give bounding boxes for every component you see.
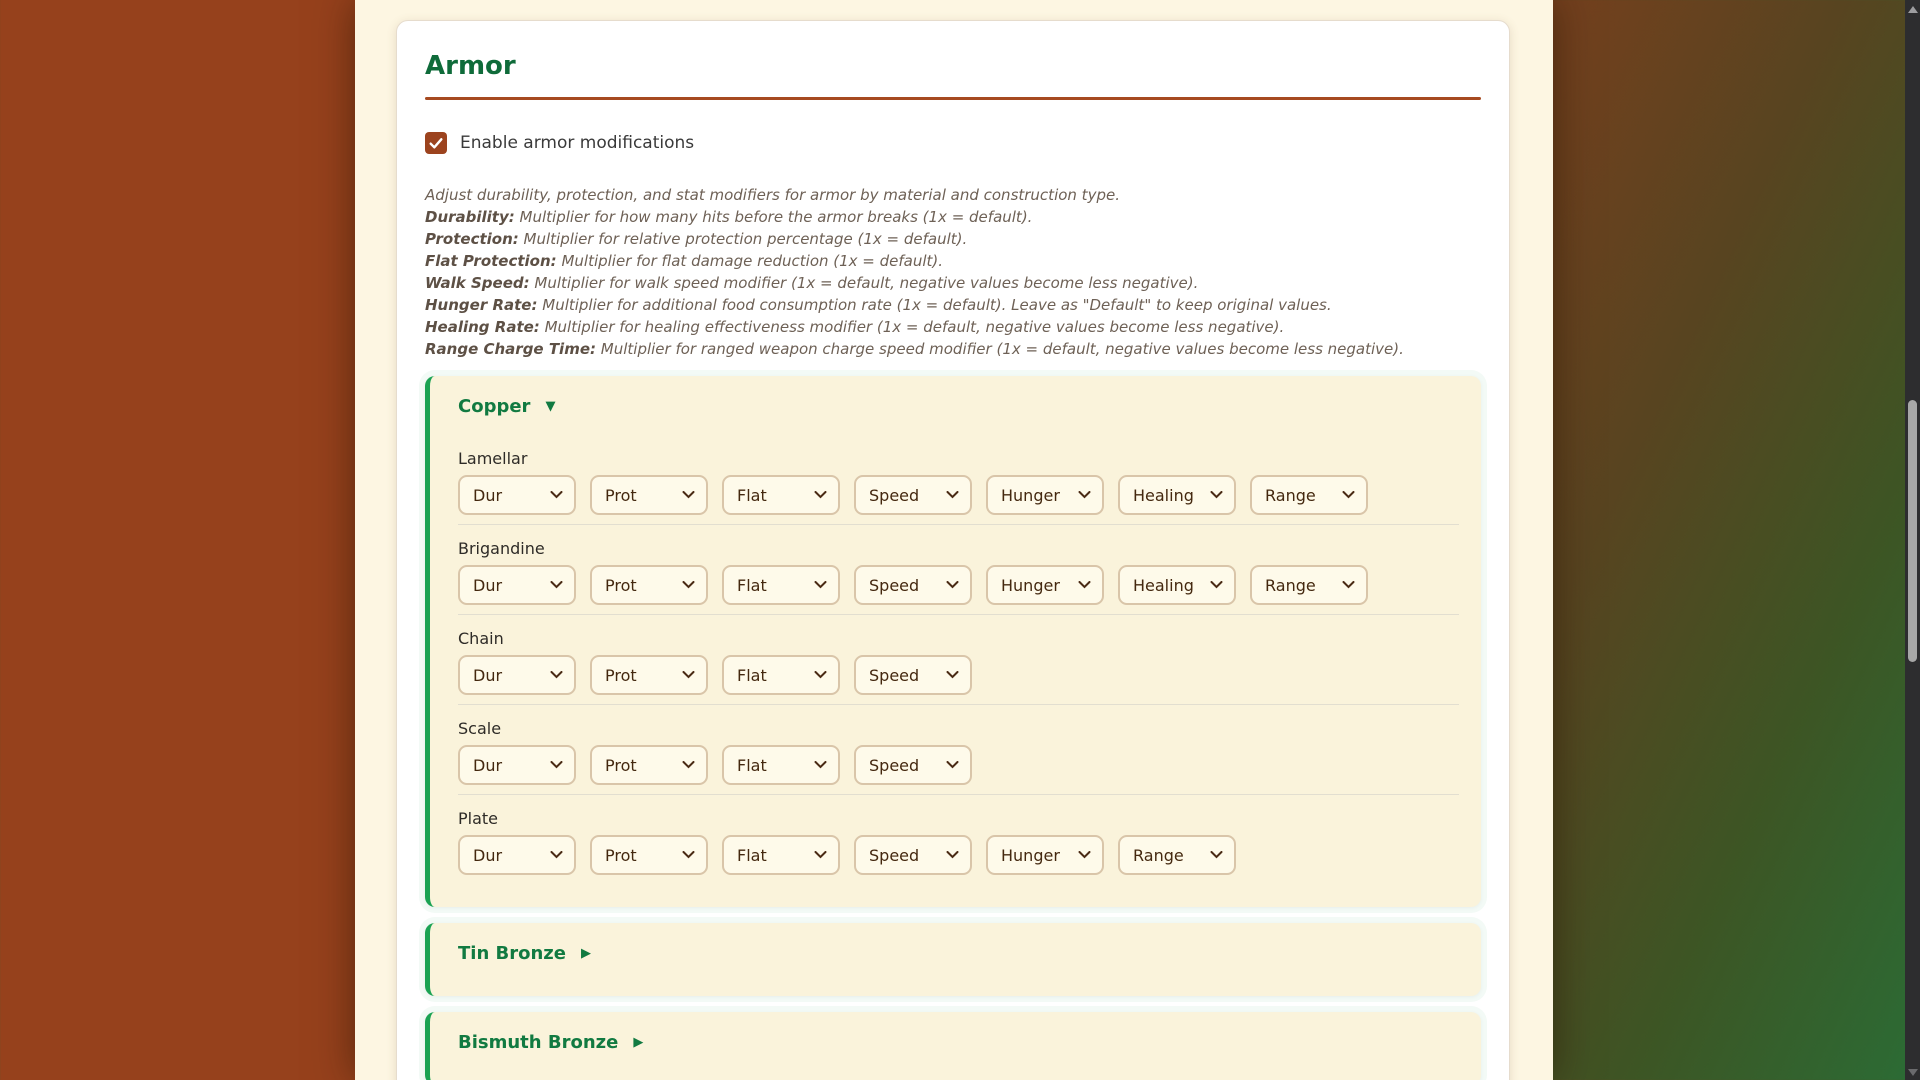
armor-row-plate [458,795,1459,875]
page-title: Armor [425,51,516,81]
chevron-down-icon [1210,581,1223,589]
modifier-select-dur[interactable]: Dur [458,835,576,875]
material-section-copper [425,376,1481,907]
enable-armor-label: Enable armor modifications [460,133,695,153]
chevron-down-icon [946,581,959,589]
modifier-select-prot[interactable]: Prot [590,475,708,515]
description-line: Durability: Multiplier for how many hits before the armor breaks (1x = default). [425,208,1033,226]
armor-row-label: Chain [458,629,504,648]
armor-settings-card [396,20,1510,1080]
modifier-select-prot[interactable]: Prot [590,565,708,605]
chevron-down-icon [682,491,695,499]
material-section-tin-bronze [425,923,1481,996]
scroll-up-arrow-icon[interactable] [1908,6,1918,13]
chevron-down-icon [946,851,959,859]
chevron-down-icon [1078,491,1091,499]
modifier-select-flat[interactable]: Flat [722,475,840,515]
modifier-select-prot[interactable]: Prot [590,655,708,695]
modifier-select-healing[interactable]: Healing [1118,475,1236,515]
description-line: Protection: Multiplier for relative protection percentage (1x = default). [425,230,968,248]
chevron-down-icon [946,761,959,769]
armor-row-label: Lamellar [458,449,528,468]
chevron-down-icon [946,491,959,499]
chevron-down-icon [814,761,827,769]
modifier-select-range[interactable]: Range [1250,565,1368,605]
chevron-down-icon [1210,851,1223,859]
chevron-down-icon [550,581,563,589]
chevron-down-icon: ▼ [545,398,556,414]
chevron-down-icon [814,851,827,859]
checkbox-checked-icon[interactable] [425,132,447,154]
chevron-right-icon: ▶ [633,1034,644,1050]
modifier-select-hunger[interactable]: Hunger [986,835,1104,875]
modifier-select-speed[interactable]: Speed [854,565,972,605]
armor-row-lamellar [458,435,1459,525]
chevron-down-icon [814,581,827,589]
modifier-select-dur[interactable]: Dur [458,745,576,785]
chevron-down-icon [682,671,695,679]
enable-armor-checkbox[interactable] [425,132,694,154]
modifier-select-speed[interactable]: Speed [854,745,972,785]
modifier-select-healing[interactable]: Healing [1118,565,1236,605]
modifier-select-flat[interactable]: Flat [722,655,840,695]
material-section-bismuth-bronze [425,1012,1481,1080]
modifier-select-flat[interactable]: Flat [722,565,840,605]
chevron-down-icon [550,851,563,859]
chevron-down-icon [814,671,827,679]
material-name: Copper [458,396,531,417]
chevron-down-icon [682,581,695,589]
scroll-down-arrow-icon[interactable] [1908,1069,1918,1076]
chevron-down-icon [550,761,563,769]
scrollbar-thumb[interactable] [1908,400,1917,662]
modifier-select-speed[interactable]: Speed [854,475,972,515]
description-line: Walk Speed: Multiplier for walk speed modifier (1x = default, negative values become less negative). [425,274,1199,292]
armor-row-chain [458,615,1459,705]
chevron-down-icon [814,491,827,499]
armor-row-label: Plate [458,809,499,828]
chevron-down-icon [946,671,959,679]
scrollbar-track[interactable] [1905,0,1920,1080]
armor-row-scale [458,705,1459,795]
chevron-down-icon [550,491,563,499]
modifier-select-speed[interactable]: Speed [854,835,972,875]
description-line: Hunger Rate: Multiplier for additional food consumption rate (1x = default). Leave as "Default" to keep original values. [425,296,1332,314]
settings-page-column [355,0,1553,1080]
material-toggle-copper[interactable] [458,396,555,417]
chevron-down-icon [1342,581,1355,589]
modifier-select-range[interactable]: Range [1250,475,1368,515]
modifier-select-dur[interactable]: Dur [458,475,576,515]
armor-row-label: Scale [458,719,502,738]
armor-row-label: Brigandine [458,539,545,558]
description-line: Flat Protection: Multiplier for flat damage reduction (1x = default). [425,252,944,270]
material-toggle-bismuth-bronze[interactable] [458,1032,643,1053]
modifier-select-flat[interactable]: Flat [722,835,840,875]
modifier-select-hunger[interactable]: Hunger [986,475,1104,515]
description-line: Healing Rate: Multiplier for healing effectiveness modifier (1x = default, negative values become less negative). [425,318,1285,336]
description-block [425,184,1481,360]
modifier-select-dur[interactable]: Dur [458,655,576,695]
chevron-down-icon [550,671,563,679]
modifier-select-prot[interactable]: Prot [590,835,708,875]
chevron-right-icon: ▶ [581,945,591,961]
armor-row-brigandine [458,525,1459,615]
chevron-down-icon [1078,851,1091,859]
chevron-down-icon [1210,491,1223,499]
modifier-select-flat[interactable]: Flat [722,745,840,785]
chevron-down-icon [682,761,695,769]
chevron-down-icon [1342,491,1355,499]
description-intro: Adjust durability, protection, and stat modifiers for armor by material and construction type. [425,186,1120,204]
material-name: Tin Bronze [458,943,566,964]
modifier-select-speed[interactable]: Speed [854,655,972,695]
modifier-select-prot[interactable]: Prot [590,745,708,785]
chevron-down-icon [1078,581,1091,589]
title-divider [425,97,1481,100]
description-line: Range Charge Time: Multiplier for ranged weapon charge speed modifier (1x = default, negative values become less negative). [425,340,1404,358]
chevron-down-icon [682,851,695,859]
copper-rows [458,435,1459,875]
modifier-select-range[interactable]: Range [1118,835,1236,875]
modifier-select-hunger[interactable]: Hunger [986,565,1104,605]
modifier-select-dur[interactable]: Dur [458,565,576,605]
material-toggle-tin-bronze[interactable] [458,943,591,964]
material-name: Bismuth Bronze [458,1032,619,1053]
